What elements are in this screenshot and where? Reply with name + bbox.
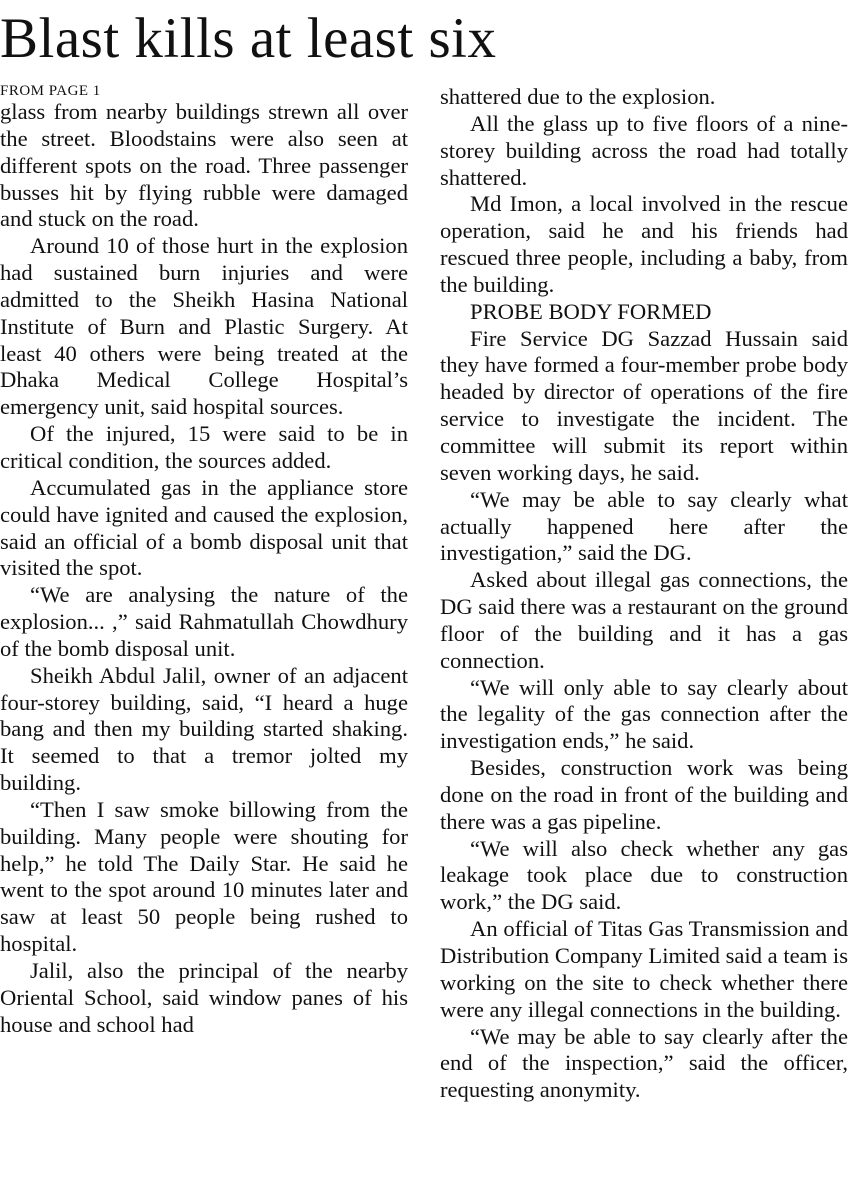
paragraph: Jalil, also the principal of the nearby Oriental School, said window panes of his house and school had (0, 958, 408, 1037)
paragraph: “We may be able to say clearly what actually happened here after the investigation,” said the DG. (440, 486, 848, 566)
paragraph: “We will also check whether any gas leakage took place due to construction work,” the DG said. (440, 835, 848, 915)
paragraph: Asked about illegal gas connections, the DG said there was a restaurant on the ground floor of the building and it has a gas connection. (440, 567, 848, 673)
right-column (440, 84, 848, 1104)
paragraph: An official of Titas Gas Transmission and Distribution Company Limited said a team is working on the site to check whether there were any illegal connections in the building. (440, 916, 848, 1022)
paragraph: Besides, construction work was being done on the road in front of the building and there was a gas pipeline. (440, 755, 848, 834)
paragraph: Of the injured, 15 were said to be in critical condition, the sources added. (0, 421, 408, 473)
paragraph: Fire Service DG Sazzad Hussain said they have formed a four-member probe body headed by director of operations of the fire service to investigate the incident. The committee will submit its report within seven working days, he said. (440, 325, 848, 485)
left-column (0, 84, 408, 1039)
paragraph: glass from nearby buildings strewn all over the street. Bloodstains were also seen at different spots on the road. Three passenger busses hit by flying rubble were damaged and stuck on the road. (0, 99, 408, 232)
paragraph: “Then I saw smoke billowing from the building. Many people were shouting for help,” he told The Daily Star. He said he went to the spot around 10 minutes later and saw at least 50 people being rushed to hospital. (0, 796, 408, 957)
paragraph: Around 10 of those hurt in the explosion had sustained burn injuries and were admitted to the Sheikh Hasina National Institute of Burn and Plastic Surgery. At least 40 others were being treated at the Dhaka Medical College Hospital’s emergency unit, said hospital sources. (0, 233, 408, 420)
subheading: PROBE BODY FORMED (470, 298, 712, 324)
headline: Blast kills at least six (0, 7, 497, 70)
paragraph: Accumulated gas in the appliance store could have ignited and caused the explosion, said an official of a bomb disposal unit that visited the spot. (0, 474, 408, 581)
paragraph: “We may be able to say clearly after the end of the inspection,” said the officer, requesting anonymity. (440, 1023, 848, 1103)
paragraph: “We will only able to say clearly about the legality of the gas connection after the investigation ends,” he said. (440, 674, 848, 754)
paragraph: shattered due to the explosion. (440, 84, 716, 109)
paragraph: All the glass up to five floors of a nine-storey building across the road had totally shattered. (440, 110, 848, 190)
paragraph: “We are analysing the nature of the explosion... ,” said Rahmatullah Chowdhury of the bomb disposal unit. (0, 582, 408, 661)
jump-label: FROM PAGE 1 (0, 83, 101, 99)
paragraph: Sheikh Abdul Jalil, owner of an adjacent four-storey building, said, “I heard a huge bang and then my building started shaking. It seemed to that a tremor jolted my building. (0, 662, 408, 796)
paragraph: Md Imon, a local involved in the rescue operation, said he and his friends had rescued three people, including a baby, from the building. (440, 191, 848, 297)
